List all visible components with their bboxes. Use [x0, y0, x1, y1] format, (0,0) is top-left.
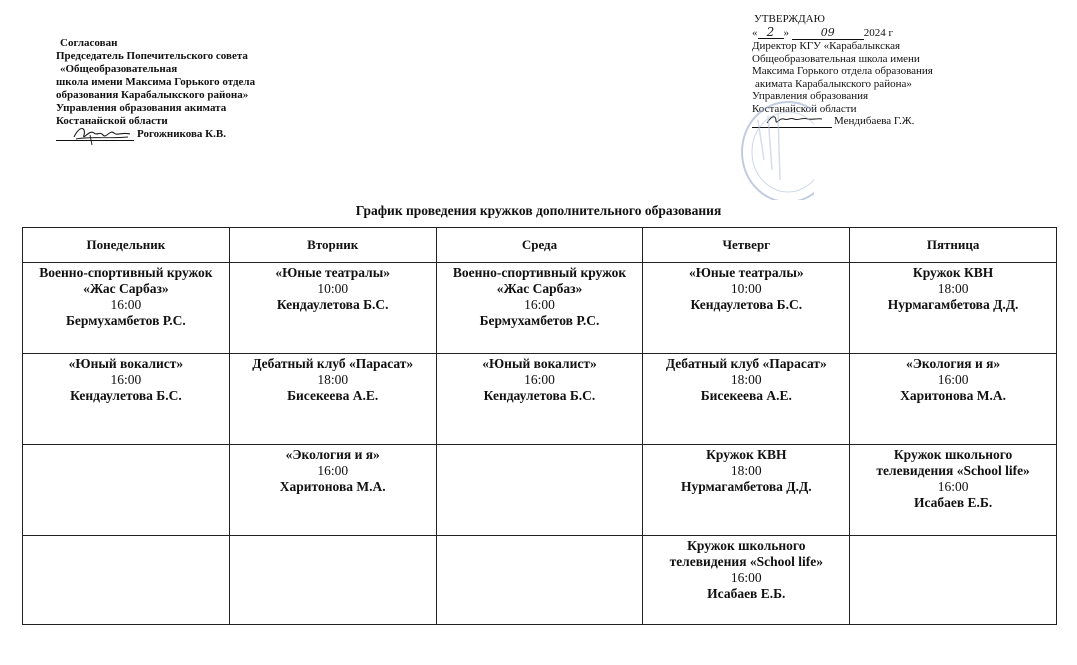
club-name: «Экология и я»	[285, 447, 380, 462]
approval-left-line2: Председатель Попечительского совета	[56, 50, 248, 62]
club-name: «Юные театралы»	[275, 265, 391, 280]
approval-right-line4: акимата Карабалыкского района»	[755, 77, 912, 90]
approval-left-line4: школа имени Максима Горького отдела	[56, 76, 256, 88]
schedule-cell	[436, 536, 643, 625]
club-teacher: Исабаев Е.Б.	[913, 495, 993, 510]
club-name: Дебатный клуб «Парасат»	[665, 356, 827, 371]
club-name: «Юный вокалист»	[482, 356, 597, 371]
official-stamp	[728, 100, 814, 200]
header-row	[23, 228, 1057, 263]
header-monday: Понедельник	[23, 228, 230, 263]
club-name: Кружок школьного телевидения «School life»	[669, 538, 823, 569]
club-name: Военно-спортивный кружок «Жас Сарбаз»	[452, 265, 627, 296]
club-time: 16:00	[524, 297, 555, 312]
club-name: «Экология и я»	[905, 356, 1001, 371]
header-tuesday: Вторник	[229, 228, 436, 263]
header-wednesday: Среда	[436, 228, 643, 263]
document-title: График проведения кружков дополнительного образования	[355, 203, 722, 218]
schedule-cell	[850, 354, 1057, 445]
date-open-quote: «	[752, 26, 758, 39]
approval-left-line5: образования Карабалыкского района»	[56, 89, 249, 101]
club-teacher: Исабаев Е.Б.	[707, 586, 786, 601]
club-time: 16:00	[110, 372, 142, 387]
club-teacher: Нурмагамбетова Д.Д.	[887, 297, 1019, 312]
club-name: Кружок КВН	[912, 265, 994, 280]
schedule-cell	[23, 536, 230, 625]
club-teacher: Кендаулетова Б.С.	[483, 388, 596, 403]
table-row	[23, 354, 1057, 445]
club-teacher: Кендаулетова Б.С.	[690, 297, 803, 312]
club-time: 10:00	[317, 281, 349, 296]
club-name: «Юный вокалист»	[68, 356, 184, 371]
approval-left-line3: «Общеобразовательная	[60, 63, 178, 75]
club-time: 18:00	[937, 281, 969, 296]
approval-right-line5: Управления образования	[752, 90, 869, 102]
approval-left-line1: Согласован	[60, 37, 118, 49]
club-teacher: Кендаулетова Б.С.	[276, 297, 389, 312]
schedule-cell	[436, 354, 643, 445]
schedule-cell	[229, 263, 436, 354]
club-name: Военно-спортивный кружок «Жас Сарбаз»	[39, 265, 213, 296]
date-month: 09	[792, 27, 864, 41]
approval-right-line2: Общеобразовательная школа имени	[752, 52, 920, 65]
date-close-quote: »	[783, 26, 789, 39]
date-day: 2	[758, 26, 784, 40]
club-time: 16:00	[110, 297, 142, 312]
club-time: 16:00	[524, 372, 555, 387]
table-row	[23, 536, 1057, 625]
schedule-cell	[643, 263, 850, 354]
approval-left-line7: Костанайской области	[56, 115, 168, 127]
schedule-cell	[229, 536, 436, 625]
club-teacher: Харитонова М.А.	[279, 479, 386, 494]
club-name: Дебатный клуб «Парасат»	[252, 356, 414, 371]
schedule-cell	[436, 445, 643, 536]
approval-block-left	[56, 37, 306, 141]
schedule-cell	[23, 354, 230, 445]
handwritten-signature-left	[70, 123, 134, 147]
club-name: Кружок школьного телевидения «School life»	[876, 447, 1030, 478]
schedule-cell	[23, 263, 230, 354]
schedule-cell	[850, 445, 1057, 536]
club-teacher: Бисекеева А.Е.	[287, 388, 379, 403]
table-row	[23, 445, 1057, 536]
approval-date-row	[752, 26, 992, 41]
approval-right-line1: Директор КГУ «Карабалыкская	[752, 40, 901, 52]
club-time: 18:00	[730, 372, 762, 387]
club-name: Кружок КВН	[706, 447, 787, 462]
date-year: 2024 г	[863, 26, 894, 39]
table-row	[23, 263, 1057, 354]
approval-left-signer: Рогожникова К.В.	[137, 128, 226, 140]
club-teacher: Бермухамбетов Р.С.	[479, 313, 600, 328]
club-name: «Юные театралы»	[688, 265, 804, 280]
club-time: 16:00	[317, 463, 349, 478]
club-time: 16:00	[730, 570, 762, 585]
schedule-cell	[229, 354, 436, 445]
schedule-cell	[23, 445, 230, 536]
club-time: 16:00	[937, 479, 969, 494]
schedule-cell	[229, 445, 436, 536]
club-time: 18:00	[317, 372, 349, 387]
club-teacher: Бисекеева А.Е.	[700, 388, 792, 403]
schedule-cell	[850, 263, 1057, 354]
club-teacher: Кендаулетова Б.С.	[70, 388, 182, 403]
schedule-cell	[643, 354, 850, 445]
club-teacher: Бермухамбетов Р.С.	[65, 313, 186, 328]
club-time: 18:00	[730, 463, 762, 478]
schedule-cell	[436, 263, 643, 354]
schedule-cell	[850, 536, 1057, 625]
club-time: 16:00	[937, 372, 969, 387]
approval-left-signature-row	[56, 128, 306, 141]
club-time: 10:00	[730, 281, 762, 296]
schedule-cell	[643, 536, 850, 625]
header-thursday: Четверг	[643, 228, 850, 263]
club-teacher: Нурмагамбетова Д.Д.	[680, 479, 812, 494]
signature-line-left	[56, 129, 134, 141]
header-friday: Пятница	[850, 228, 1057, 263]
approval-right-signer: Мендибаева Г.Ж.	[834, 115, 915, 127]
schedule-cell	[643, 445, 850, 536]
schedule-table	[22, 227, 1057, 625]
approved-label: УТВЕРЖДАЮ	[754, 13, 825, 25]
approval-right-line3: Максима Горького отдела образования	[752, 65, 933, 77]
approval-left-line6: Управления образования акимата	[56, 102, 227, 114]
approval-right-line6: Костанайской области	[752, 102, 857, 115]
club-teacher: Харитонова М.А.	[900, 388, 1007, 403]
